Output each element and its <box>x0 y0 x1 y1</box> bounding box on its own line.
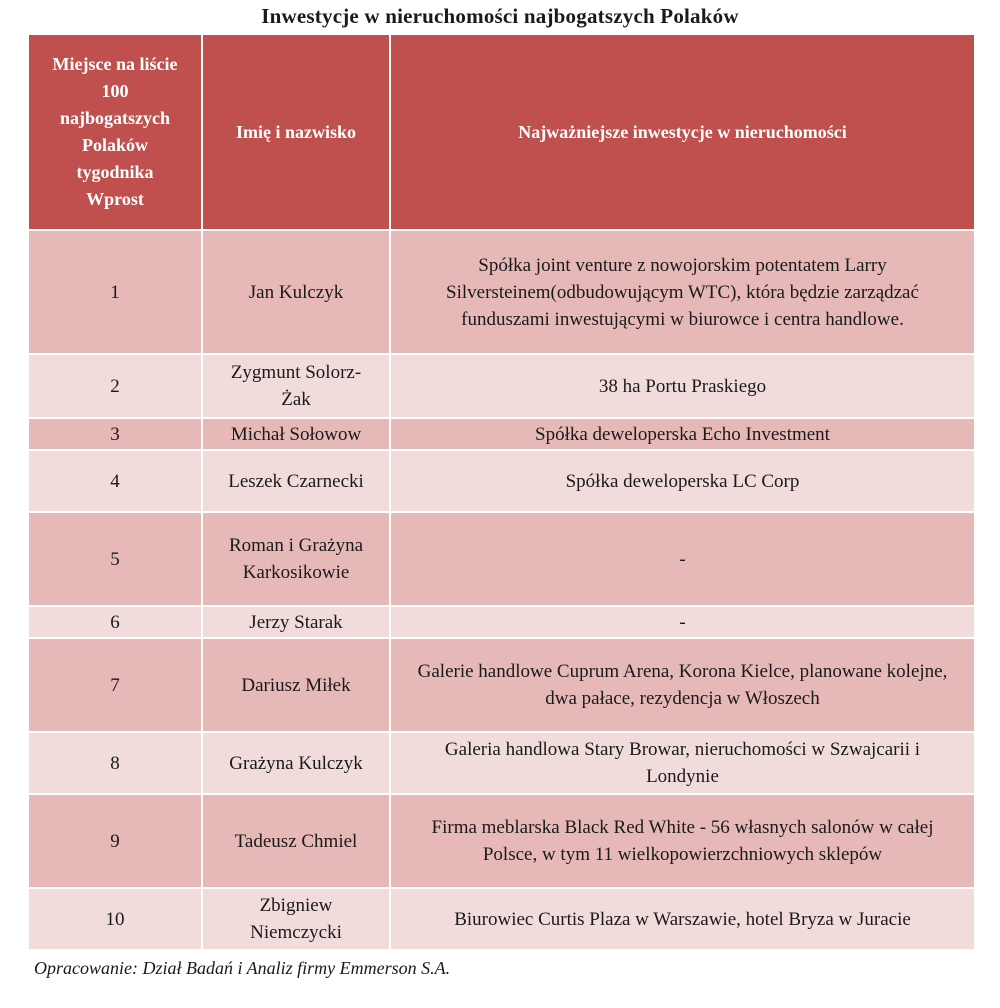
table-row <box>28 888 975 950</box>
cell-rank: 2 <box>28 354 202 418</box>
table-row <box>28 638 975 732</box>
cell-rank: 4 <box>28 450 202 512</box>
cell-rank: 8 <box>28 732 202 794</box>
header-rank: Miejsce na liście 100 najbogatszych Polaków tygodnika Wprost <box>28 34 202 230</box>
source-note: Opracowanie: Dział Badań i Analiz firmy Emmerson S.A. <box>34 958 451 978</box>
cell-name: Dariusz Miłek <box>202 638 390 732</box>
table-row <box>28 450 975 512</box>
table-row <box>28 354 975 418</box>
table-row <box>28 512 975 606</box>
cell-investments: Firma meblarska Black Red White - 56 własnych salonów w całej Polsce, w tym 11 wielkopowierzchniowych sklepów <box>390 794 975 888</box>
header-name: Imię i nazwisko <box>202 34 390 230</box>
cell-investments: Spółka deweloperska LC Corp <box>390 450 975 512</box>
cell-name: Zygmunt Solorz-Żak <box>202 354 390 418</box>
cell-investments: Spółka deweloperska Echo Investment <box>390 418 975 450</box>
cell-rank: 3 <box>28 418 202 450</box>
table-title: Inwestycje w nieruchomości najbogatszych Polaków <box>261 4 739 28</box>
cell-investments: Galerie handlowe Cuprum Arena, Korona Kielce, planowane kolejne, dwa pałace, rezydencja w Włoszech <box>390 638 975 732</box>
cell-rank: 9 <box>28 794 202 888</box>
cell-rank: 6 <box>28 606 202 638</box>
cell-rank: 5 <box>28 512 202 606</box>
table-row <box>28 732 975 794</box>
cell-investments: Biurowiec Curtis Plaza w Warszawie, hotel Bryza w Juracie <box>390 888 975 950</box>
cell-rank: 7 <box>28 638 202 732</box>
cell-name: Tadeusz Chmiel <box>202 794 390 888</box>
table-row <box>28 794 975 888</box>
cell-investments: Spółka joint venture z nowojorskim potentatem Larry Silversteinem(odbudowującym WTC), która będzie zarządzać funduszami inwestującymi w biurowce i centra handlowe. <box>390 230 975 354</box>
cell-name: Leszek Czarnecki <box>202 450 390 512</box>
cell-name: Grażyna Kulczyk <box>202 732 390 794</box>
cell-investments: - <box>390 512 975 606</box>
table-row <box>28 230 975 354</box>
table-row <box>28 418 975 450</box>
cell-name: Zbigniew Niemczycki <box>202 888 390 950</box>
header-investments: Najważniejsze inwestycje w nieruchomości <box>390 34 975 230</box>
cell-name: Jan Kulczyk <box>202 230 390 354</box>
cell-investments: Galeria handlowa Stary Browar, nieruchomości w Szwajcarii i Londynie <box>390 732 975 794</box>
investments-table <box>27 33 976 951</box>
cell-investments: 38 ha Portu Praskiego <box>390 354 975 418</box>
table-row <box>28 606 975 638</box>
cell-rank: 1 <box>28 230 202 354</box>
cell-name: Michał Sołowow <box>202 418 390 450</box>
cell-rank: 10 <box>28 888 202 950</box>
table-header-row <box>28 34 975 230</box>
cell-investments: - <box>390 606 975 638</box>
cell-name: Roman i Grażyna Karkosikowie <box>202 512 390 606</box>
cell-name: Jerzy Starak <box>202 606 390 638</box>
